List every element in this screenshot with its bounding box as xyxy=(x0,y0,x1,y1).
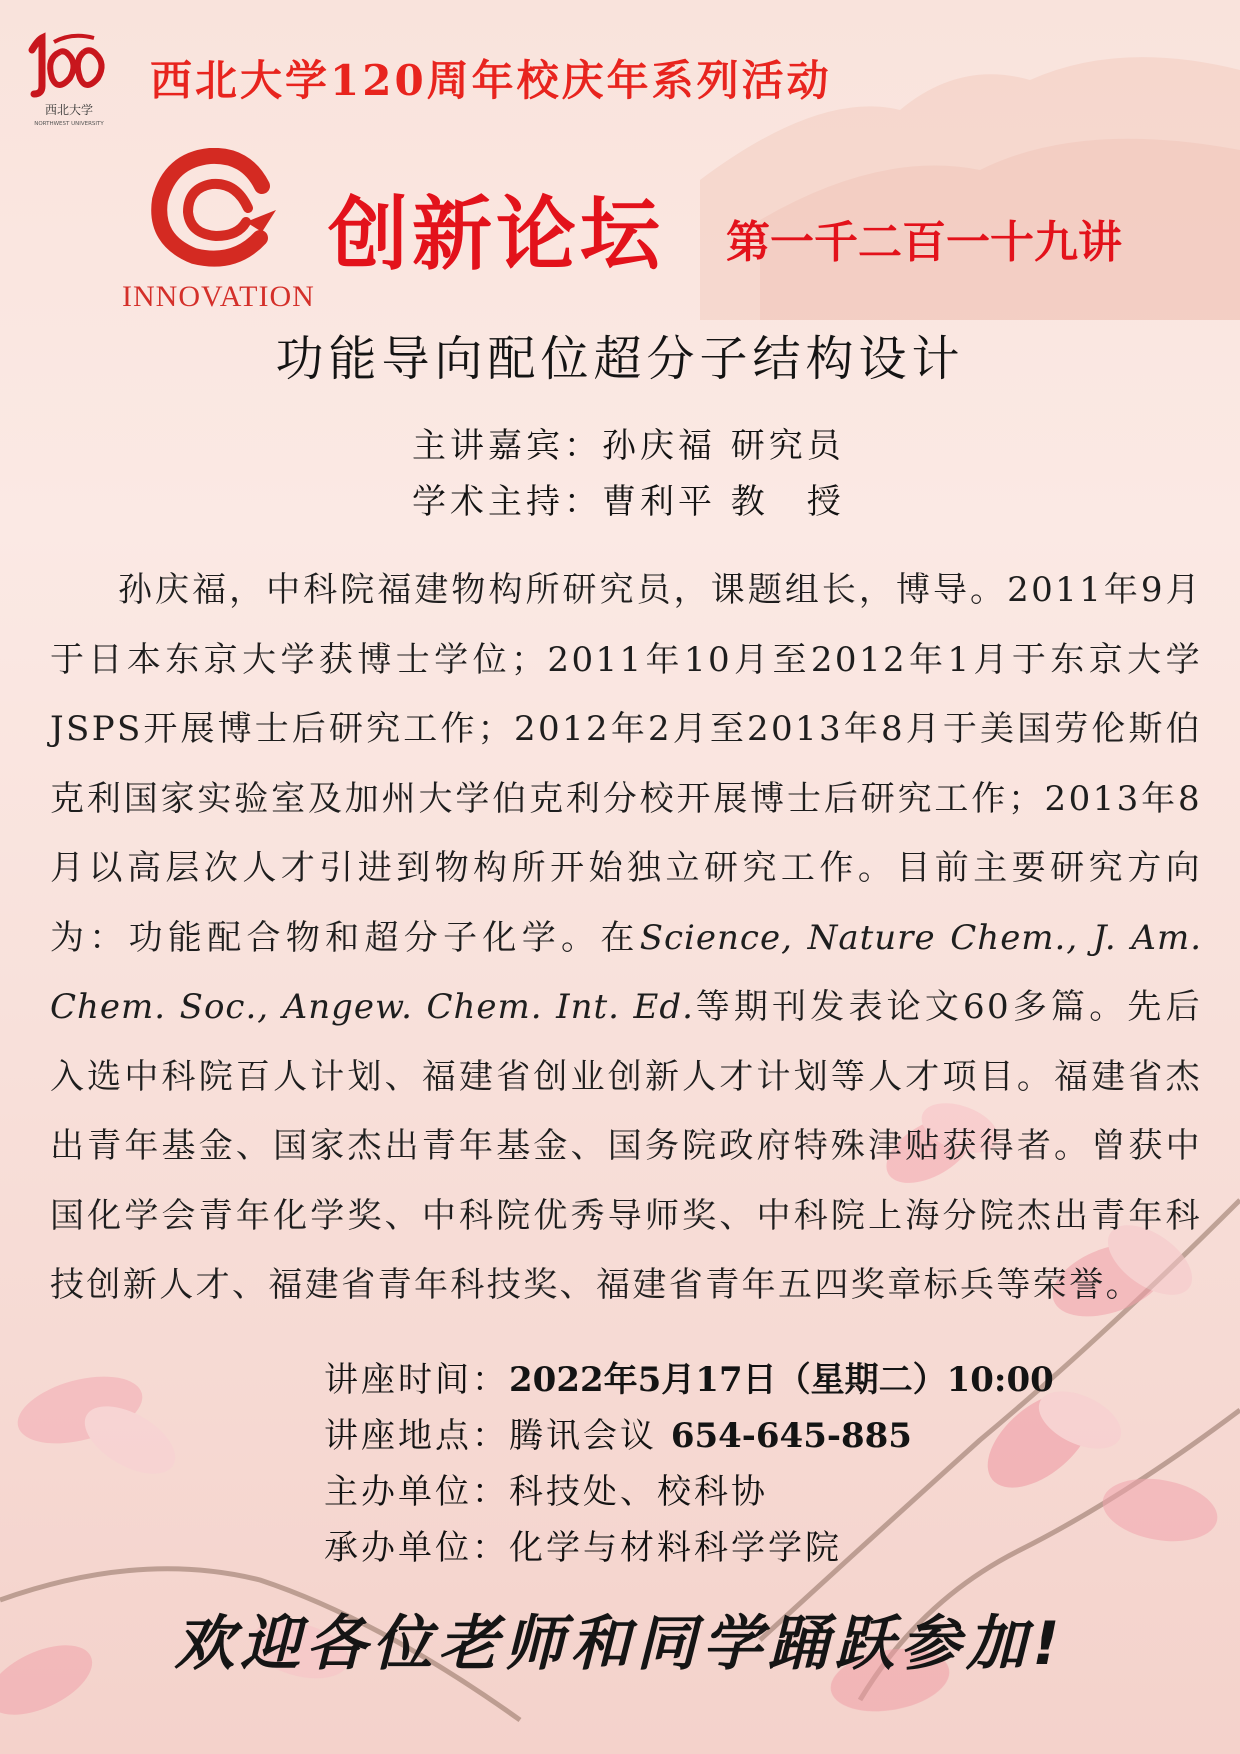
lecture-time-value: 2022年5月17日（星期二）10:00 xyxy=(509,1360,1054,1400)
co-organizer-label: 承办单位： xyxy=(324,1528,509,1568)
organizer-line xyxy=(324,1464,768,1513)
moderator-value: 曹利平 教 授 xyxy=(602,482,845,522)
innovation-logo-text: INNOVATION xyxy=(122,280,315,313)
lecture-place-line xyxy=(324,1408,912,1457)
lecture-place-label: 讲座地点： xyxy=(324,1416,509,1456)
meeting-number: 654-645-885 xyxy=(670,1416,912,1456)
anniversary-120-logo xyxy=(24,28,114,132)
lecture-time-label: 讲座时间： xyxy=(324,1360,509,1400)
speaker-label: 主讲嘉宾： xyxy=(412,426,602,466)
bio-part-1: 孙庆福，中科院福建物构所研究员，课题组长，博导。2011年9月于日本东京大学获博士学位；2011年10月至2012年1月于东京大学JSPS开展博士后研究工作；2012年2月至2013年8月于美国劳伦斯伯克利国家实验室及加州大学伯克利分校开展博士后研究工作；2013年8月以高层次人才引进到物构所开始独立研究工作。目前主要研究方向为：功能配合物和超分子化学。在 xyxy=(50,570,1202,958)
moderator-line xyxy=(412,474,845,523)
innovation-forum-logo xyxy=(150,148,290,268)
co-organizer-value: 化学与材料科学学院 xyxy=(509,1528,842,1568)
bio-journals: Science, Nature Chem., J. Am. Chem. Soc., Angew. Chem. Int. Ed. xyxy=(50,917,1203,1027)
series-title: 西北大学120周年校庆年系列活动 xyxy=(150,56,832,105)
talk-title: 功能导向配位超分子结构设计 xyxy=(275,331,965,387)
speaker-value: 孙庆福 研究员 xyxy=(602,426,845,466)
organizer-label: 主办单位： xyxy=(324,1472,509,1512)
anniversary-logo-subtext: NORTHWEST UNIVERSITY xyxy=(34,121,104,127)
speaker-biography xyxy=(50,556,1202,1321)
co-organizer-line xyxy=(324,1520,842,1569)
lecture-number: 第一千二百一十九讲 xyxy=(726,217,1122,268)
moderator-label: 学术主持： xyxy=(412,482,602,522)
anniversary-logo-text: 西北大学 xyxy=(44,103,94,117)
lecture-place-value: 腾讯会议 xyxy=(509,1416,671,1456)
organizer-value: 科技处、校科协 xyxy=(509,1472,768,1512)
lecture-time-line xyxy=(324,1352,1054,1401)
welcome-message: 欢迎各位老师和同学踊跃参加! xyxy=(174,1609,1066,1679)
forum-name: 创新论坛 xyxy=(328,188,664,281)
bio-part-2: 等期刊发表论文60多篇。先后入选中科院百人计划、福建省创业创新人才计划等人才项目。福建省杰出青年基金、国家杰出青年基金、国务院政府特殊津贴获得者。曾获中国化学会青年化学奖、中科院优秀导师奖、中科院上海分院杰出青年科技创新人才、福建省青年科技奖、福建省青年五四奖章标兵等荣誉。 xyxy=(50,987,1202,1305)
speaker-line xyxy=(412,418,845,467)
